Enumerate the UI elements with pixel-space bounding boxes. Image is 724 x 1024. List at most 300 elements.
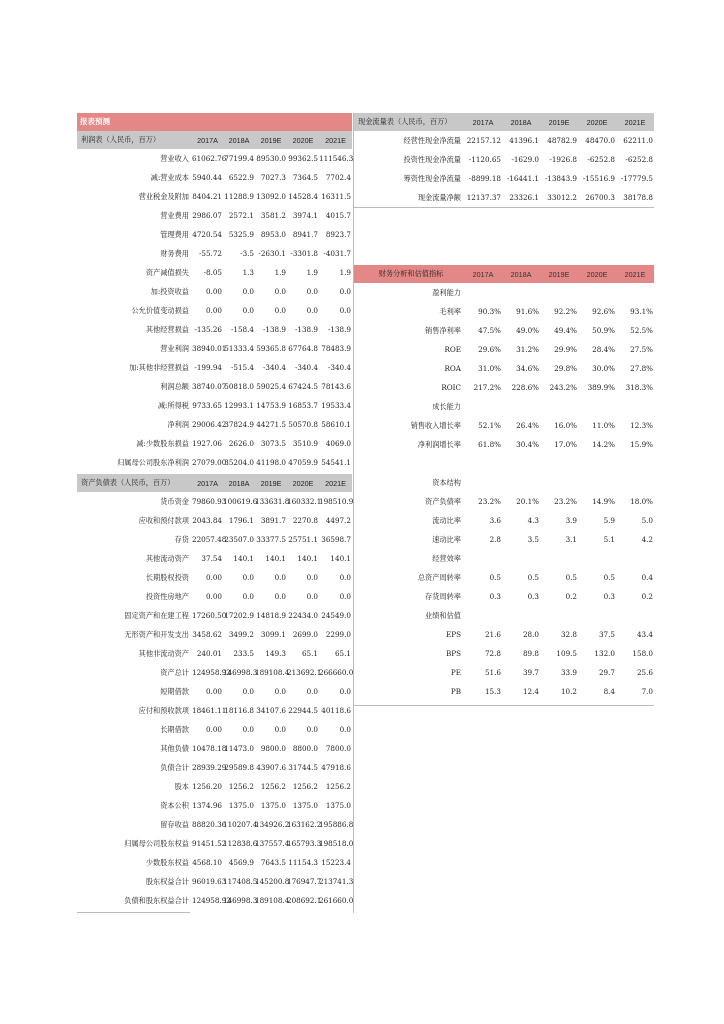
cell-value: 176947.7 [287, 877, 322, 886]
cell-value: 3499.2 [228, 630, 254, 639]
cell-value: 318.3% [625, 383, 653, 392]
table-row [77, 511, 352, 530]
cell-value: 29.7 [598, 668, 615, 677]
cell-value [464, 549, 502, 568]
cell-value: 25.6 [636, 668, 653, 677]
cell-value: 49.4% [554, 326, 577, 335]
cell-value: 31744.5 [288, 763, 318, 772]
cell-value [616, 473, 654, 492]
cell-value: -6252.8 [587, 155, 615, 164]
cell-value: 4015.7 [325, 211, 351, 220]
table-row [354, 169, 654, 188]
cell-value: 4069.0 [325, 439, 351, 448]
cell-value: 22157.12 [466, 136, 501, 145]
table-row [77, 434, 352, 453]
table-row [354, 644, 654, 663]
table-row [77, 549, 352, 568]
row-label: 归属母公司股东净利润 [117, 457, 189, 467]
cell-value: 1.9 [339, 268, 351, 277]
cell-value: 0.0 [242, 687, 254, 696]
cell-value: 0.0 [306, 306, 318, 315]
cell-value: 1256.2 [325, 782, 351, 791]
table-row [77, 187, 352, 206]
table-row [354, 454, 654, 473]
cell-value: 14753.9 [256, 401, 286, 410]
cell-value: 2270.8 [292, 516, 318, 525]
cell-value [616, 606, 654, 625]
table-row [77, 720, 352, 739]
row-label: 长期借款 [160, 724, 189, 734]
cell-value: 3.1 [565, 535, 577, 544]
cell-value: 43.4 [636, 630, 653, 639]
table-row [354, 492, 654, 511]
row-label: 销售收入增长率 [410, 420, 461, 430]
cell-value: 0.0 [242, 287, 254, 296]
cell-value: 140.1 [297, 554, 318, 563]
table-row [354, 549, 654, 568]
cell-value: 52.1% [478, 421, 501, 430]
row-label: 货币资金 [160, 496, 189, 506]
cashflow-year-header: 2019E [540, 113, 578, 131]
cell-value: 266660.0 [319, 668, 354, 677]
table-row [354, 283, 654, 302]
cell-value: 5940.44 [192, 173, 222, 182]
cell-value: 0.2 [565, 592, 577, 601]
cell-value [502, 397, 540, 416]
cell-value: 31.0% [478, 364, 501, 373]
cell-value: 14528.4 [288, 192, 318, 201]
cell-value: -17779.5 [620, 174, 653, 183]
table-row [77, 739, 352, 758]
cell-value: 7702.4 [325, 173, 351, 182]
cell-value: 158.0 [632, 649, 653, 658]
table-row [77, 396, 352, 415]
cell-value: 78483.9 [321, 344, 351, 353]
cashflow-year-header: 2021E [616, 113, 654, 131]
row-label: 投资性现金净流量 [403, 154, 461, 164]
table-row [77, 301, 352, 320]
row-label: 成长能力 [432, 401, 461, 411]
cell-value [502, 283, 540, 302]
cell-value: 27.8% [630, 364, 653, 373]
income-year-header: 2021E [319, 131, 352, 149]
cell-value: 1256.2 [292, 782, 318, 791]
cell-value [502, 549, 540, 568]
income-title: 利润表（人民币，百万） [77, 131, 192, 149]
cell-value: 41396.1 [509, 136, 539, 145]
cell-value: 240.01 [196, 649, 222, 658]
ratios-year-header: 2020E [578, 265, 616, 283]
cell-value: 48782.9 [547, 136, 577, 145]
cell-value: 1256.2 [228, 782, 254, 791]
cell-value: 140.1 [265, 554, 286, 563]
cell-value: 198518.0 [319, 839, 354, 848]
table-row [77, 606, 352, 625]
balance-sheet-table [77, 474, 352, 910]
cell-value: 16311.5 [321, 192, 351, 201]
cell-value [540, 454, 578, 473]
cell-value: 11154.3 [288, 858, 318, 867]
cell-value: 4.2 [641, 535, 653, 544]
cell-value: 8953.0 [260, 230, 286, 239]
cell-value: 0.00 [205, 592, 222, 601]
cell-value [464, 454, 502, 473]
table-row [77, 492, 352, 511]
cell-value: 52.5% [630, 326, 653, 335]
cell-value: 37.5 [598, 630, 615, 639]
row-label: 股本 [174, 781, 189, 791]
row-label: 资本结构 [432, 477, 461, 487]
cell-value: 61.8% [478, 440, 501, 449]
cell-value: 4720.54 [192, 230, 222, 239]
cell-value [578, 454, 616, 473]
cell-value: -1629.0 [511, 155, 539, 164]
row-label: 利润总额 [160, 381, 189, 391]
row-label: EPS [445, 630, 461, 639]
cell-value: -55.72 [198, 249, 222, 258]
cell-value: 3073.5 [260, 439, 286, 448]
cell-value [502, 606, 540, 625]
row-label: 负债合计 [160, 762, 189, 772]
row-label: ROE [444, 345, 461, 354]
cell-value: 25751.1 [288, 535, 318, 544]
cell-value: 38178.8 [623, 193, 653, 202]
cell-value: 51333.4 [224, 344, 254, 353]
cell-value: 109.5 [556, 649, 577, 658]
cell-value: 29006.42 [192, 420, 227, 429]
cell-value: 33012.2 [547, 193, 577, 202]
row-label: 应收和预付款项 [138, 515, 189, 525]
cell-value: 1.9 [306, 268, 318, 277]
cell-value: 146998.3 [223, 896, 258, 905]
cell-value: 49.0% [516, 326, 539, 335]
cell-value: 213741.3 [319, 877, 354, 886]
cell-value: 28939.29 [192, 763, 227, 772]
cell-value: 47.5% [478, 326, 501, 335]
table-row [354, 131, 654, 150]
row-label: 短期借款 [160, 686, 189, 696]
cell-value: 12.3% [630, 421, 653, 430]
row-label: 业绩和估值 [425, 610, 461, 620]
cell-value: 134926.2 [255, 820, 290, 829]
cell-value: 5325.9 [228, 230, 254, 239]
row-label: 加:投资收益 [150, 286, 189, 296]
table-row [354, 150, 654, 169]
cell-value [616, 454, 654, 473]
cell-value: 3.6 [489, 516, 501, 525]
cell-value: 26.4% [516, 421, 539, 430]
cell-value: 0.0 [274, 592, 286, 601]
cell-value: 18.0% [630, 497, 653, 506]
cell-value: 3.5 [527, 535, 539, 544]
cell-value: 15.3 [484, 687, 501, 696]
row-label: 流动比率 [432, 515, 461, 525]
ratios-year-header: 2021E [616, 265, 654, 283]
cell-value: 23.2% [478, 497, 501, 506]
table-row [77, 168, 352, 187]
cell-value: 23326.1 [509, 193, 539, 202]
cell-value: 0.0 [306, 725, 318, 734]
balance-year-header: 2021E [319, 474, 352, 492]
cell-value: 261660.0 [319, 896, 354, 905]
cell-value: 9733.65 [192, 401, 222, 410]
cell-value: 62211.0 [623, 136, 653, 145]
cell-value: 100619.6 [223, 497, 258, 506]
cell-value: 3974.1 [292, 211, 318, 220]
row-label: 筹资性现金净流量 [403, 173, 461, 183]
table-row [77, 206, 352, 225]
cell-value: 23.2% [554, 497, 577, 506]
cell-value: 7800.0 [325, 744, 351, 753]
cell-value: -515.4 [230, 363, 254, 372]
cell-value: 12137.37 [466, 193, 501, 202]
table-row [77, 701, 352, 720]
row-label: 财务费用 [160, 248, 189, 258]
table-row [77, 568, 352, 587]
cell-value: 99362.5 [288, 154, 318, 163]
row-label: 经营效率 [432, 553, 461, 563]
cell-value: 38740.07 [192, 382, 227, 391]
cell-value: 29.8% [554, 364, 577, 373]
cell-value: 0.0 [339, 592, 351, 601]
balance-year-header: 2017A [192, 474, 223, 492]
cell-value: 17.0% [554, 440, 577, 449]
table-row [354, 321, 654, 340]
table-row [77, 453, 352, 472]
row-label: 减:所得税 [157, 400, 189, 410]
cell-value: 0.00 [205, 306, 222, 315]
cell-value: 14818.9 [256, 611, 286, 620]
cell-value: 1375.0 [228, 801, 254, 810]
table-row [354, 606, 654, 625]
ratios-title: 财务分析和估值指标 [354, 265, 464, 283]
cashflow-bottom-rule [354, 207, 654, 208]
cell-value: 10478.18 [192, 744, 227, 753]
row-label: 股东权益合计 [145, 876, 189, 886]
cell-value: 16853.7 [288, 401, 318, 410]
cell-value: 4497.2 [325, 516, 351, 525]
cell-value: 233.5 [233, 649, 254, 658]
cell-value: 124958.92 [192, 896, 231, 905]
balance-header-row [77, 474, 352, 492]
table-row [354, 682, 654, 701]
cell-value: 41198.0 [256, 458, 286, 467]
cell-value: 0.0 [306, 592, 318, 601]
row-label: 投资性房地产 [145, 591, 189, 601]
cell-value: 17202.9 [224, 611, 254, 620]
cell-value: 47918.6 [321, 763, 351, 772]
cell-value: 12.4 [522, 687, 539, 696]
cashflow-header-row [354, 113, 654, 131]
cell-value: 32.8 [560, 630, 577, 639]
cell-value: 0.0 [306, 287, 318, 296]
cell-value: 0.0 [274, 287, 286, 296]
cell-value: 0.3 [489, 592, 501, 601]
cell-value: 21.6 [484, 630, 501, 639]
table-row [354, 530, 654, 549]
cell-value: 132.0 [594, 649, 615, 658]
cell-value: 0.00 [205, 687, 222, 696]
row-label: 资本公积 [160, 800, 189, 810]
row-label: 存货 [174, 534, 189, 544]
income-year-header: 2020E [287, 131, 319, 149]
financial-ratios-table [354, 265, 654, 701]
table-row [77, 587, 352, 606]
cell-value: 2299.0 [325, 630, 351, 639]
cell-value: -199.94 [194, 363, 222, 372]
row-label: 归属母公司股东权益 [124, 838, 189, 848]
cell-value: 29589.8 [224, 763, 254, 772]
row-label: 净利润 [167, 419, 189, 429]
cell-value: 165793.3 [287, 839, 322, 848]
cell-value: 0.0 [339, 287, 351, 296]
cell-value: 213692.1 [287, 668, 322, 677]
cell-value: 11473.0 [224, 744, 254, 753]
table-row [77, 872, 352, 891]
table-row [354, 568, 654, 587]
ratios-year-header: 2017A [464, 265, 502, 283]
table-row [354, 473, 654, 492]
ratios-header-row [354, 265, 654, 283]
cell-value: 92.6% [592, 307, 615, 316]
cell-value: 0.0 [274, 573, 286, 582]
table-row [354, 416, 654, 435]
row-label: ROIC [441, 383, 461, 392]
table-row [77, 149, 352, 168]
cell-value: 0.5 [603, 573, 615, 582]
cell-value: 22057.48 [192, 535, 227, 544]
cell-value: 2043.84 [192, 516, 222, 525]
cell-value: 54541.1 [321, 458, 351, 467]
cell-value: 0.0 [339, 725, 351, 734]
cell-value: 27079.00 [192, 458, 227, 467]
cell-value [464, 283, 502, 302]
cell-value: 1.3 [242, 268, 254, 277]
cell-value: 8404.21 [192, 192, 222, 201]
ratios-year-header: 2019E [540, 265, 578, 283]
cell-value: 3.9 [565, 516, 577, 525]
cell-value: 146998.3 [223, 668, 258, 677]
cell-value: -8899.18 [468, 174, 501, 183]
table-row [77, 891, 352, 910]
cell-value: 140.1 [330, 554, 351, 563]
table-row [354, 302, 654, 321]
row-label: 速动比率 [432, 534, 461, 544]
cell-value: 6522.9 [228, 173, 254, 182]
table-row [77, 796, 352, 815]
table-row [354, 359, 654, 378]
cell-value: 13092.0 [256, 192, 286, 201]
table-row [77, 282, 352, 301]
cell-value: 1256.20 [192, 782, 222, 791]
row-label: 其他经营损益 [145, 324, 189, 334]
cell-value: 0.0 [242, 592, 254, 601]
cell-value: 0.00 [205, 573, 222, 582]
table-row [77, 853, 352, 872]
cell-value: 160332.1 [287, 497, 322, 506]
cell-value: 2986.07 [192, 211, 222, 220]
table-row [77, 663, 352, 682]
cell-value: 195886.8 [319, 820, 354, 829]
cell-value: 133631.8 [255, 497, 290, 506]
cell-value: 3458.62 [192, 630, 222, 639]
cell-value: 18461.11 [192, 706, 227, 715]
table-row [77, 377, 352, 396]
cell-value: 89530.0 [256, 154, 286, 163]
table-row [77, 777, 352, 796]
cashflow-title: 现金流量表（人民币，百万） [354, 113, 464, 131]
cashflow-year-header: 2020E [578, 113, 616, 131]
cell-value: 145200.8 [255, 877, 290, 886]
balance-year-header: 2020E [287, 474, 319, 492]
cell-value: 5.9 [603, 516, 615, 525]
cell-value: 0.0 [339, 573, 351, 582]
cell-value: 18116.8 [224, 706, 254, 715]
cell-value: 0.0 [242, 725, 254, 734]
cell-value [540, 606, 578, 625]
row-label: 其他负债 [160, 743, 189, 753]
table-row [77, 644, 352, 663]
row-label: PB [450, 687, 461, 696]
cell-value: 2572.1 [228, 211, 254, 220]
row-label: 总资产周转率 [417, 572, 461, 582]
cell-value: 7364.5 [292, 173, 318, 182]
cell-value: 3510.9 [292, 439, 318, 448]
cell-value: 112838.6 [223, 839, 258, 848]
cell-value: 4568.10 [192, 858, 222, 867]
cell-value: 65.1 [301, 649, 318, 658]
cell-value: 2626.0 [228, 439, 254, 448]
cell-value: 137557.4 [255, 839, 290, 848]
cell-value: 124958.92 [192, 668, 231, 677]
cell-value: 15223.4 [321, 858, 351, 867]
cell-value: -135.26 [194, 325, 222, 334]
cell-value [540, 549, 578, 568]
cell-value: 243.2% [549, 383, 577, 392]
row-label: BPS [445, 649, 461, 658]
cell-value: 3891.7 [260, 516, 286, 525]
cell-value: 28.4% [592, 345, 615, 354]
cell-value [502, 454, 540, 473]
cell-value: 8.4 [603, 687, 615, 696]
table-row [77, 530, 352, 549]
cell-value: 163162.2 [287, 820, 322, 829]
cell-value: 11.0% [592, 421, 615, 430]
cell-value: -8.05 [203, 268, 222, 277]
cell-value: 9800.0 [260, 744, 286, 753]
cell-value [540, 283, 578, 302]
balance-title: 资产负债表（人民币，百万） [77, 474, 192, 492]
cell-value: 3099.1 [260, 630, 286, 639]
cell-value: 47059.9 [288, 458, 318, 467]
cell-value: 0.5 [489, 573, 501, 582]
cell-value: 37.54 [201, 554, 222, 563]
cell-value: 0.4 [641, 573, 653, 582]
cell-value: 7.0 [641, 687, 653, 696]
row-label: 营业收入 [160, 153, 189, 163]
cell-value: 0.0 [242, 573, 254, 582]
row-label: 资产负债率 [425, 496, 461, 506]
row-label: ROA [444, 364, 461, 373]
table-row [77, 625, 352, 644]
cell-value: -340.4 [262, 363, 286, 372]
cell-value: 1927.06 [192, 439, 222, 448]
cell-value: 20.1% [516, 497, 539, 506]
cell-value [502, 473, 540, 492]
cell-value: 8923.7 [325, 230, 351, 239]
cell-value: 48470.0 [585, 136, 615, 145]
cell-value: 59025.4 [256, 382, 286, 391]
